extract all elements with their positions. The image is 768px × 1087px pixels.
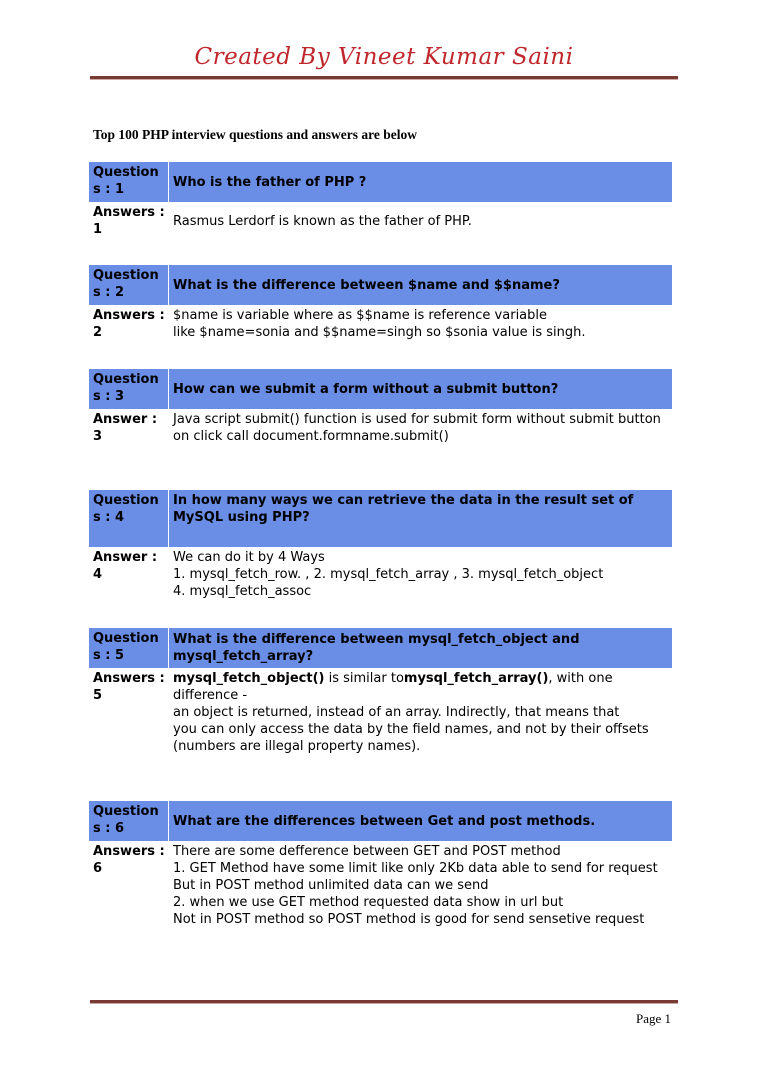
qa-block-1 <box>89 162 672 240</box>
answer-line: 1. GET Method have some limit like only 2Kb data able to send for request <box>173 861 658 876</box>
answer-line: 1. mysql_fetch_row. , 2. mysql_fetch_array , 3. mysql_fetch_object <box>173 567 604 582</box>
question-row <box>89 628 672 668</box>
question-label: Question s : 2 <box>89 265 169 305</box>
qa-block-2 <box>89 265 672 343</box>
question-text: What is the difference between $name and $$name? <box>173 277 560 293</box>
question-row <box>89 369 672 409</box>
answer-line: But in POST method unlimited data can we send <box>173 878 489 893</box>
question-label: Question s : 1 <box>89 162 169 202</box>
answer-fragment: , with one difference - <box>173 671 613 703</box>
question-row <box>89 490 672 547</box>
document-header-title: Created By Vineet Kumar Saini <box>194 44 574 70</box>
answer-label: Answer : 4 <box>93 550 158 582</box>
answer-label: Answers : 1 <box>93 205 165 237</box>
answer-label: Answers : 6 <box>93 844 165 876</box>
question-line: In how many ways we can retrieve the data in the result set of <box>173 493 634 508</box>
answer-text <box>169 305 672 343</box>
function-name: mysql_fetch_array() <box>403 671 549 686</box>
answer-fragment: is similar to <box>324 671 404 686</box>
question-text: How can we submit a form without a submit button? <box>173 381 559 397</box>
answer-row <box>89 305 672 343</box>
answer-label: Answers : 5 <box>93 671 165 703</box>
answer-text <box>169 409 672 447</box>
question-label: Question s : 6 <box>89 801 169 841</box>
footer-divider <box>90 1000 678 1004</box>
header-divider <box>90 76 678 80</box>
question-row <box>89 265 672 305</box>
answer-row <box>89 547 672 602</box>
answer-line: Rasmus Lerdorf is known as the father of PHP. <box>173 214 472 229</box>
qa-block-5 <box>89 628 672 757</box>
answer-label: Answer : 3 <box>93 412 158 444</box>
question-label: Question s : 3 <box>89 369 169 409</box>
question-line: MySQL using PHP? <box>173 510 310 525</box>
answer-line <box>173 670 668 704</box>
answer-row <box>89 841 672 930</box>
qa-block-4 <box>89 490 672 602</box>
answer-line: an object is returned, instead of an array. Indirectly, that means that <box>173 705 620 720</box>
answer-text <box>169 841 672 930</box>
answer-line: you can only access the data by the field names, and not by their offsets (numbers are illegal property names). <box>173 722 649 754</box>
question-text: What is the difference between mysql_fetch_object and mysql_fetch_array? <box>173 632 580 664</box>
answer-line: Not in POST method so POST method is good for send sensetive request <box>173 912 645 927</box>
answer-line: 4. mysql_fetch_assoc <box>173 584 312 599</box>
question-row <box>89 801 672 841</box>
qa-block-3 <box>89 369 672 447</box>
answer-row <box>89 668 672 757</box>
answer-line: There are some defference between GET and POST method <box>173 844 561 859</box>
question-text: What are the differences between Get and post methods. <box>173 813 596 829</box>
question-row <box>89 162 672 202</box>
question-text <box>169 490 672 547</box>
question-label: Question s : 4 <box>89 490 169 547</box>
question-label: Question s : 5 <box>89 628 169 668</box>
answer-text <box>169 202 672 240</box>
answer-text <box>169 547 672 602</box>
answer-line: like $name=sonia and $$name=singh so $sonia value is singh. <box>173 325 586 340</box>
answer-row <box>89 409 672 447</box>
answer-label: Answers : 2 <box>93 308 165 340</box>
qa-block-6 <box>89 801 672 930</box>
answer-line: 2. when we use GET method requested data show in url but <box>173 895 564 910</box>
answer-row <box>89 202 672 240</box>
answer-line: We can do it by 4 Ways <box>173 550 325 565</box>
answer-line: Java script submit() function is used for submit form without submit button <box>173 412 661 427</box>
intro-heading: Top 100 PHP interview questions and answers are below <box>93 127 418 142</box>
answer-text <box>169 668 672 757</box>
question-text: Who is the father of PHP ? <box>173 174 367 190</box>
answer-line: on click call document.formname.submit() <box>173 429 449 444</box>
answer-line: $name is variable where as $$name is reference variable <box>173 308 548 323</box>
page-number: Page 1 <box>636 1011 672 1026</box>
function-name: mysql_fetch_object() <box>173 671 325 686</box>
